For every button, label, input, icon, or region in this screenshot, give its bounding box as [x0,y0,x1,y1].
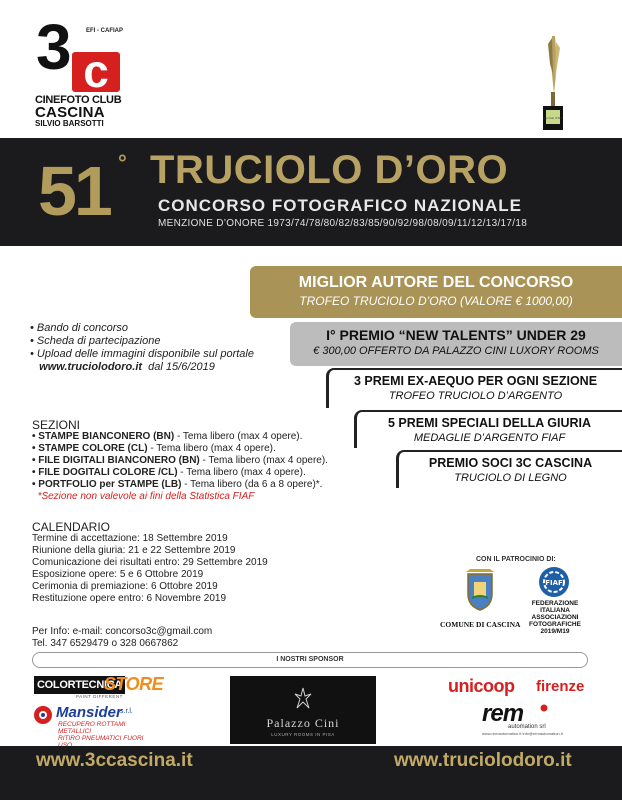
sponsor-unicoop[interactable] [448,676,588,700]
rem-dot-icon [540,704,548,712]
list-item: Riunione della giuria: 21 e 22 Settembre 2019 [32,545,236,556]
comune-label: COMUNE DI CASCINA [440,620,521,629]
sponsor-colortecnica[interactable] [34,674,164,699]
palazzo-name: Palazzo Cini [266,716,340,730]
calendar-heading: CALENDARIO [32,520,111,534]
list-item: • Scheda di partecipazione [30,335,161,347]
list-item: • PORTFOLIO per STAMPE (LB) - Tema libero (da 6 a 8 opere)*. [32,479,323,490]
honors-line: MENZIONE D’ONORE 1973/74/78/80/82/83/85/90/92/98/08/09/11/12/13/17/18 [158,218,528,229]
list-item: Cerimonia di premiazione: 6 Ottobre 2019 [32,581,218,592]
prize-best-author [250,266,622,318]
rem-tagline: automation srl [508,724,546,730]
cascina-crest-icon [460,568,500,612]
prize-title: I° PREMIO “NEW TALENTS” UNDER 29 [326,327,586,343]
unicoop-city: firenze [536,678,585,695]
sections-list [32,431,328,503]
calendar-list [32,533,268,605]
list-item: Restituzione opere entro: 6 Novembre 2019 [32,593,227,604]
list-item: Termine di accettazione: 18 Settembre 2019 [32,533,228,544]
mansider-name: Mansider [56,704,122,721]
list-item: Esposizione opere: 5 e 6 Ottobre 2019 [32,569,204,580]
prize-title: PREMIO SOCI 3C CASCINA [428,456,593,470]
prize-detail: MEDAGLIE D’ARGENTO FIAF [413,432,566,444]
list-item: • STAMPE BIANCONERO (BN) - Tema libero (max 4 opere). [32,431,303,442]
prize-title: 5 PREMI SPECIALI DELLA GIURIA [387,416,592,430]
patronage-heading: CON IL PATROCINIO DI: [476,556,556,563]
club-name-line2: CASCINA [35,104,105,121]
list-item: • Bando di concorso [30,322,129,334]
prize-detail: TROFEO TRUCIOLO D’ORO (VALORE € 1000,00) [299,294,573,308]
mansider-suffix: s.r.l. [120,708,133,715]
prize-title: 3 PREMI EX-AEQUO PER OGNI SEZIONE [353,374,598,388]
sponsors-heading: I NOSTRI SPONSOR [32,652,588,668]
list-item: • STAMPE COLORE (CL) - Tema libero (max 4 opere). [32,443,276,454]
edition-degree: ° [118,150,127,175]
logo-letter: c [72,52,120,92]
contact-phone: Tel. 347 6529479 o 328 0667862 [32,638,179,649]
logo-digit: 3 [36,11,68,83]
sponsor-palazzo-cini[interactable] [230,676,376,744]
club-name-line1: CINEFOTO CLUB [35,94,122,106]
portal-date: dal 15/6/2019 [148,361,215,373]
prize-jury-special [354,410,622,448]
prize-section-winners [326,368,622,408]
unicoop-name: unicoop [448,676,515,696]
prize-new-talents [290,322,622,366]
fiaf-mark: FIAF [545,579,563,587]
footer [0,746,622,800]
mansider-logo-icon [32,704,54,726]
trophy-icon [538,34,568,134]
list-item: • Upload delle immagini disponibile sul portale [30,348,254,360]
rem-contacts: www.remautomation.it info@remautomation.it [482,731,563,736]
colortecnica-tagline: PAINT DIFFERENT [76,694,123,699]
sponsor-rem[interactable] [482,700,572,738]
sections-note: *Sezione non valevole ai fini della Statistica FIAF [37,491,255,502]
footer-link-club[interactable]: www.3ccascina.it [36,750,193,771]
documents-list [30,322,254,374]
fiaf-label: FEDERAZIONE ITALIANA ASSOCIAZIONI FOTOGRAFICHE 2019/M19 [529,600,581,635]
prize-members [396,450,622,488]
sections-heading: SEZIONI [32,418,81,432]
edition-number: 51 [38,152,110,230]
colortecnica-name: COLORTECNICA [34,676,125,694]
efi-tag: EFI - CAFIAP [86,28,123,34]
fiaf-logo-icon [538,566,570,598]
sponsor-mansider[interactable] [32,704,152,742]
prize-detail: TRUCIOLO DI LEGNO [454,472,567,484]
portal-link[interactable]: www.truciolodoro.it [39,361,143,373]
footer-link-contest[interactable]: www.truciolodoro.it [394,750,572,771]
contest-subtitle: CONCORSO FOTOGRAFICO NAZIONALE [158,196,523,215]
list-item: Comunicazione dei risultati entro: 29 Settembre 2019 [32,557,268,568]
list-item: • FILE DOGITALI COLORE /CL) - Tema libero (max 4 opere). [32,467,306,478]
contact-email[interactable]: Per Info: e-mail: concorso3c@gmail.com [32,626,213,637]
mansider-tagline: RECUPERO ROTTAMI METALLICI RITIRO PNEUMATICI FUORI [58,721,144,742]
list-item: • FILE DIGITALI BIANCONERO (BN) - Tema libero (max 4 opere). [32,455,328,466]
palazzo-emblem-icon [293,686,313,710]
prize-title: MIGLIOR AUTORE DEL CONCORSO [298,274,574,291]
contact-info [32,626,212,650]
prize-detail: TROFEO TRUCIOLO D’ARGENTO [388,390,563,402]
contest-title: TRUCIOLO D’ORO [150,148,509,192]
club-name-line3: SILVIO BARSOTTI [35,119,104,128]
colortecnica-store: STORE [104,674,164,694]
trophy-label: Truciolo d'Oro [542,116,564,120]
prize-detail: € 300,00 OFFERTO DA PALAZZO CINI LUXORY ROOMS [313,345,599,357]
rem-name: rem [482,700,524,727]
palazzo-tagline: LUXURY ROOMS IN PISA [271,732,335,737]
